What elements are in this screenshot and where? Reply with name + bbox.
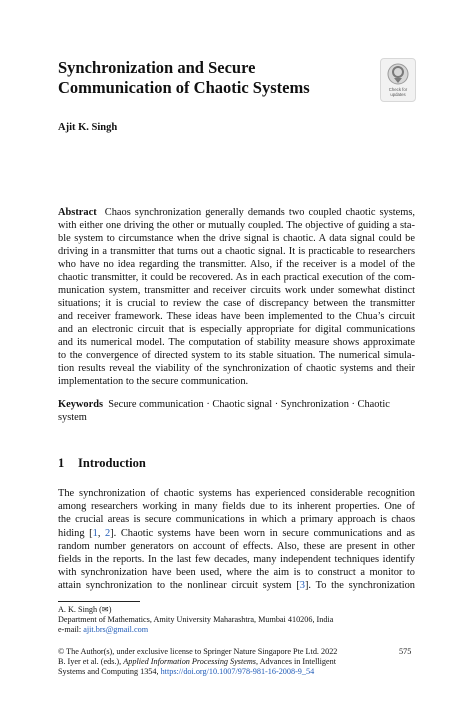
abstract-line: implementation to the secure communication. <box>58 376 249 387</box>
abstract-line: who have no idea regarding the transmitter. Also, if the receiver is a model of the <box>58 259 415 270</box>
keywords-list-cont: system <box>58 412 87 423</box>
abstract-line: and its numerical model. The computation of stability measure shows approximate <box>58 337 415 348</box>
section-title: Introduction <box>78 456 146 470</box>
abstract-line: and an electronic circuit that is especially appropriate for digital communications <box>58 324 415 335</box>
section-number: 1 <box>58 456 65 470</box>
abstract-line: chaotic transmitter, it could be recovered. As in each practical execution of the com- <box>58 272 415 283</box>
abstract-line: munication system, transmitter and receiver circuits work under somewhat distinct <box>58 285 415 296</box>
abstract <box>58 206 415 388</box>
author-name: Ajit K. Singh <box>58 122 118 133</box>
abstract-line: driving in a transmitter that turns out a chaotic signal. It is practicable to researchers <box>58 246 415 257</box>
keywords <box>58 398 415 424</box>
keywords-label: Keywords <box>58 399 104 410</box>
abstract-line: ble system to circumstance when the drive signal is chaotic. A data signal could be <box>58 233 415 244</box>
badge-label: Check for updates <box>388 87 408 97</box>
footnote-divider <box>58 601 140 602</box>
doi-link[interactable]: https://doi.org/10.1007/978-981-16-2008-9_54 <box>160 667 315 676</box>
keywords-list: Secure communication · Chaotic signal · Synchronization · Chaotic <box>108 399 390 410</box>
abstract-line: situations; it is crucial to review the case of discrepancy between the transmitter <box>58 298 415 309</box>
paper-title: Synchronization and Secure Communication of Chaotic Systems <box>58 58 310 97</box>
check-for-updates-badge[interactable] <box>380 58 416 102</box>
author-footnote: A. K. Singh (✉) Department of Mathematics, Amity University Maharashtra, Mumbai 410206, India e-mail: ajit.brs@gmail.com <box>58 605 334 634</box>
section-heading <box>58 456 146 471</box>
abstract-line: to the convergence of directed system to its stable situation. The numerical simula- <box>58 350 415 361</box>
abstract-line: tion results reveal the viability of the synchronization of chaotic systems and their <box>58 363 415 374</box>
abstract-line: and receiver framework. These ideas have been implemented to the Chua’s circuit <box>58 311 415 322</box>
email-link[interactable]: ajit.brs@gmail.com <box>83 625 149 634</box>
abstract-line: with either one driving the other or mutually coupled. The objective of guiding a sta- <box>58 220 415 231</box>
citation-link-3[interactable]: 3 <box>299 580 305 592</box>
page-number: 575 <box>399 647 412 656</box>
check-for-updates-icon <box>387 63 409 85</box>
citation-link-1[interactable]: 1 <box>92 527 98 539</box>
abstract-label: Abstract <box>58 207 97 218</box>
citation-link-2[interactable]: 2 <box>105 527 111 539</box>
abstract-line: Abstract Chaos synchronization generally demands two coupled chaotic systems, <box>58 207 415 218</box>
introduction-body: The synchronization of chaotic systems has experienced considerable recognition among researchers working in many fields due to its inherent properties. One of the crucial areas is secure communications in which a primary approach is chaos hiding [1, 2]. Chaotic systems have been worn in secure communications and as random number generators on account of effects. Also, these are present in other fields in the reports. In the last few decades, many independent techniques identify with synchronization have been used, where the aim is to construct a monitor to attain synchronization to the nonlinear circuit system [3]. To the synchronization <box>58 488 415 592</box>
copyright-notice: © The Author(s), under exclusive license to Springer Nature Singapore Pte Ltd. 2022 B. Iyer et al. (eds.), Applied Information Processing Systems, Advances in Intelligent Systems and Computing 1354, https://doi.org/10.1007/978-981-16-2008-9_54 <box>58 647 338 676</box>
